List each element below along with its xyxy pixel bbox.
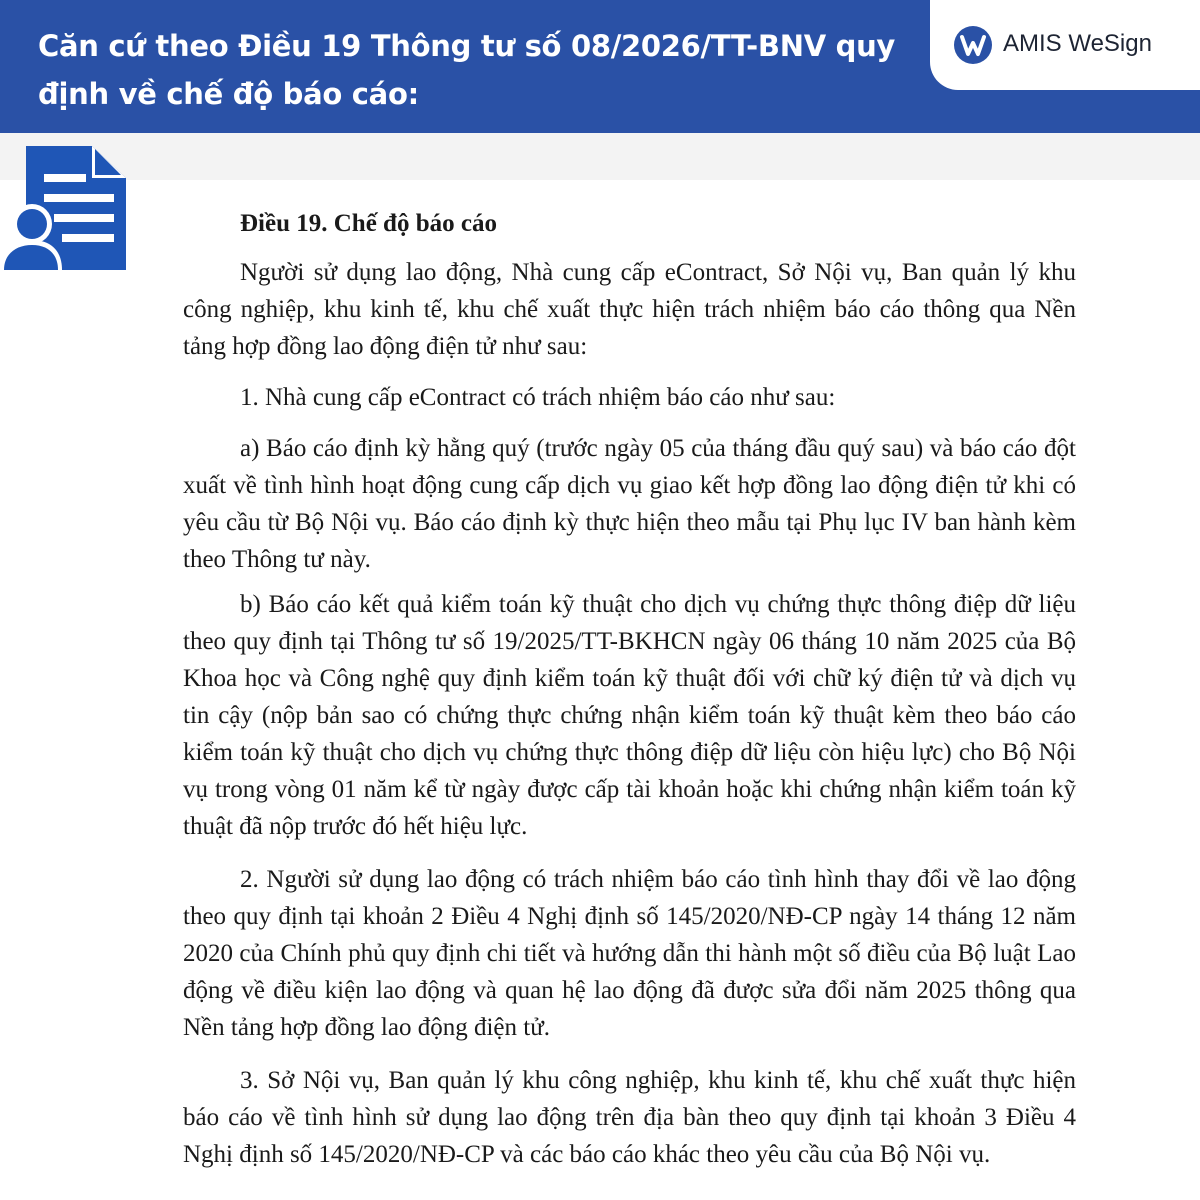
article-intro: Người sử dụng lao động, Nhà cung cấp eContract, Sở Nội vụ, Ban quản lý khu công nghiệp, khu kinh tế, khu chế xuất thực hiện trách nhiệm báo cáo thông qua Nền tảng hợp đồng lao động điện tử như sau: (183, 259, 1076, 360)
article-title: Điều 19. Chế độ báo cáo (240, 210, 497, 237)
clause-1: 1. Nhà cung cấp eContract có trách nhiệm báo cáo như sau: (240, 384, 836, 411)
clause-1b: b) Báo cáo kết quả kiểm toán kỹ thuật cho dịch vụ chứng thực thông điệp dữ liệu theo quy định tại Thông tư số 19/2025/TT-BKHCN ngày 06 tháng 10 năm 2025 của Bộ Khoa học và Công nghệ quy định kiểm toán kỹ thuật đối với chữ ký điện tử và dịch vụ tin cậy (nộp bản sao có chứng thực chứng nhận kiểm toán kỹ thuật kèm theo báo cáo kiểm toán kỹ thuật cho dịch vụ chứng thực thông điệp dữ liệu còn hiệu lực) cho Bộ Nội vụ trong vòng 01 năm kể từ ngày được cấp tài khoản hoặc khi chứng nhận kiểm toán kỹ thuật đã nộp trước đó hết hiệu lực. (183, 591, 1076, 840)
document-user-icon (0, 146, 128, 270)
document-top-strip (0, 133, 1200, 180)
clause-1a: a) Báo cáo định kỳ hằng quý (trước ngày 05 của tháng đầu quý sau) và báo cáo đột xuất về tình hình hoạt động cung cấp dịch vụ giao kết hợp đồng lao động điện tử khi có yêu cầu từ Bộ Nội vụ. Báo cáo định kỳ thực hiện theo mẫu tại Phụ lục IV ban hành kèm theo Thông tư này. (183, 435, 1076, 573)
article-content (183, 205, 1076, 1173)
page-title: Căn cứ theo Điều 19 Thông tư số 08/2026/TT-BNV quy định về chế độ báo cáo: (38, 29, 896, 111)
clause-2: 2. Người sử dụng lao động có trách nhiệm báo cáo tình hình thay đổi về lao động theo quy định tại khoản 2 Điều 4 Nghị định số 145/2020/NĐ-CP ngày 14 tháng 12 năm 2020 của Chính phủ quy định chi tiết và hướng dẫn thi hành một số điều của Bộ luật Lao động về điều kiện lao động và quan hệ lao động đã được sửa đổi năm 2025 thông qua Nền tảng hợp đồng lao động điện tử. (183, 866, 1076, 1041)
brand-logo-box (930, 0, 1200, 90)
header-banner (0, 0, 1200, 133)
wesign-logo-icon (954, 26, 992, 64)
clause-3: 3. Sở Nội vụ, Ban quản lý khu công nghiệp, khu kinh tế, khu chế xuất thực hiện báo cáo về tình hình sử dụng lao động trên địa bàn theo quy định tại khoản 3 Điều 4 Nghị định số 145/2020/NĐ-CP và các báo cáo khác theo yêu cầu của Bộ Nội vụ. (183, 1067, 1076, 1168)
brand-name: AMIS WeSign (1003, 30, 1152, 57)
